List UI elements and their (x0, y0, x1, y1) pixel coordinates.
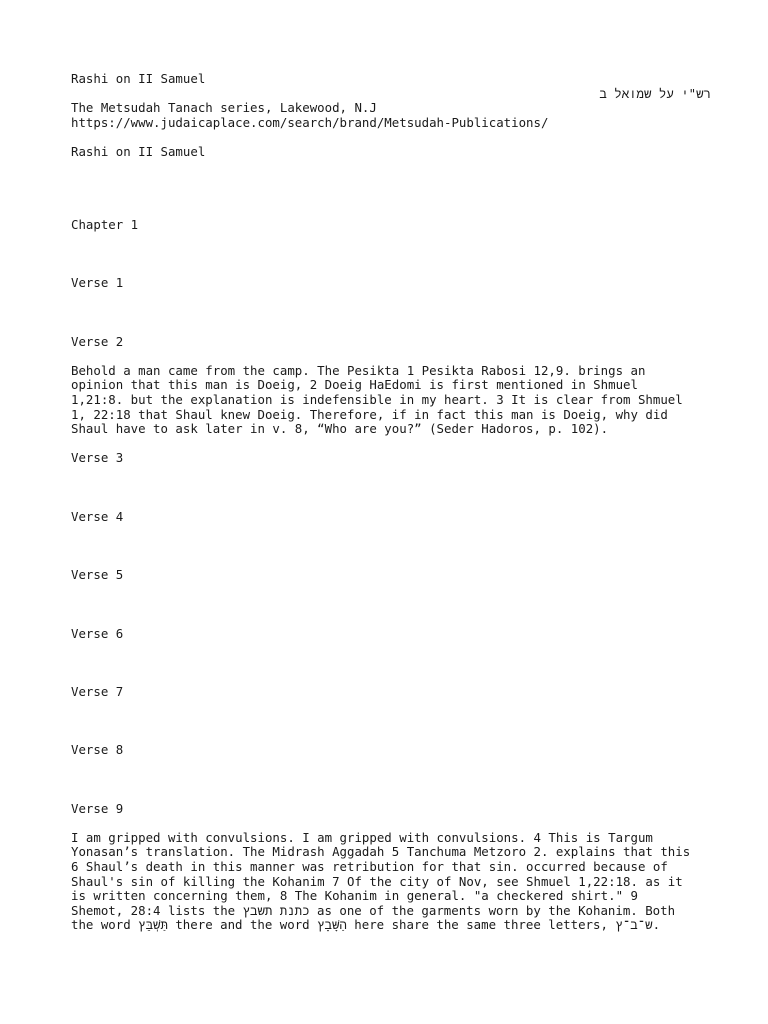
verse-9-line: the word תַּשְׁבֵּץ there and the word הַשָּׁבָץ here share the same three letters, ש־ב־ץ. (71, 917, 661, 933)
verse-2-commentary (71, 364, 711, 437)
hebrew-title: רש"י על שמואל ב (599, 85, 711, 101)
verse-2-line: 1,21:8. but the explanation is indefensible in my heart. 3 It is clear from Shmuel (71, 392, 683, 408)
verse-2-line: 1, 22:18 that Shaul knew Doeig. Therefore, if in fact this man is Doeig, why did (71, 406, 668, 422)
verse-heading-4: Verse 4 (71, 508, 124, 524)
document-subtitle: Rashi on II Samuel (71, 143, 206, 159)
publisher-line: The Metsudah Tanach series, Lakewood, N.J (71, 100, 377, 116)
verse-2-line: Behold a man came from the camp. The Pesikta 1 Pesikta Rabosi 12,9. brings an (71, 362, 646, 378)
verse-heading-5: Verse 5 (71, 567, 124, 583)
verse-9-line: 6 Shaul’s death in this manner was retribution for that sin. occurred because of (71, 859, 668, 875)
verse-2-line: Shaul have to ask later in v. 8, “Who are you?” (Seder Hadoros, p. 102). (71, 421, 609, 437)
verse-heading-7: Verse 7 (71, 683, 124, 699)
verse-2-line: opinion that this man is Doeig, 2 Doeig HaEdomi is first mentioned in Shmuel (71, 377, 638, 393)
document-page (71, 72, 711, 933)
verse-9-commentary (71, 831, 711, 933)
verse-heading-9: Verse 9 (71, 800, 124, 816)
document-title: Rashi on II Samuel (71, 71, 206, 86)
verse-heading-1: Verse 1 (71, 275, 124, 291)
verse-9-line: Shemot, 28:4 lists the כתנת תשבץ as one of the garments worn by the Kohanim. Both (71, 902, 676, 918)
verse-heading-3: Verse 3 (71, 450, 124, 466)
chapter-heading: Chapter 1 (71, 216, 139, 232)
verse-heading-6: Verse 6 (71, 625, 124, 641)
verse-9-line: is written concerning them, 8 The Kohanim in general. "a checkered shirt." 9 (71, 888, 638, 904)
verse-9-line: Yonasan’s translation. The Midrash Aggadah 5 Tanchuma Metzoro 2. explains that this (71, 844, 691, 860)
verse-9-line: Shaul's sin of killing the Kohanim 7 Of the city of Nov, see Shmuel 1,22:18. as it (71, 873, 683, 889)
verse-9-line: I am gripped with convulsions. I am gripped with convulsions. 4 This is Targum (71, 829, 653, 845)
source-url[interactable]: https://www.judaicaplace.com/search/brand/Metsudah-Publications/ (71, 114, 549, 130)
verse-heading-2: Verse 2 (71, 333, 124, 349)
verse-heading-8: Verse 8 (71, 742, 124, 758)
